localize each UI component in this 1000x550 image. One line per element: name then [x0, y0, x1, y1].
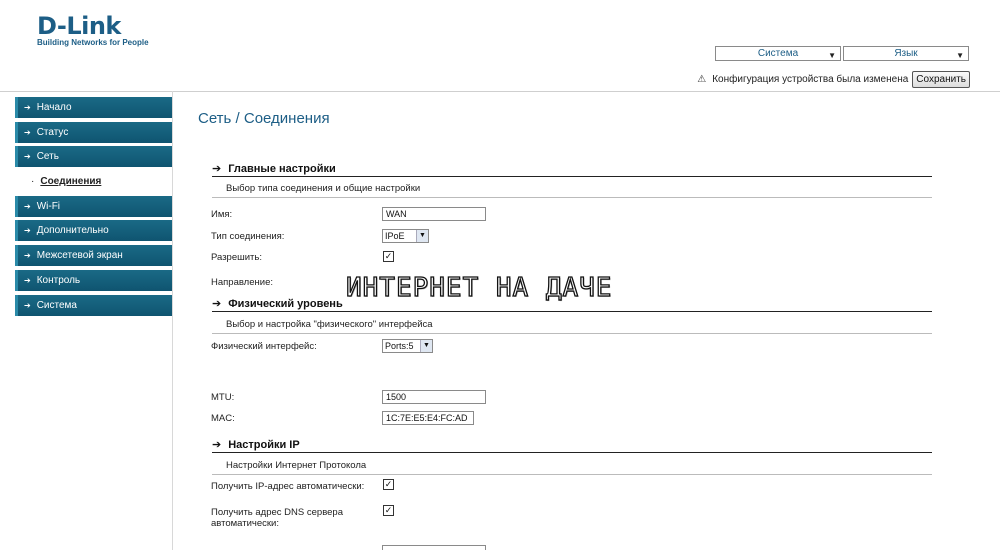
section-description: Выбор типа соединения и общие настройки [226, 183, 421, 194]
section-physical-header [212, 296, 932, 312]
arrow-right-icon: ➔ [24, 201, 31, 211]
connection-type-label: Тип соединения: [211, 231, 285, 242]
connection-type-select[interactable] [382, 229, 429, 243]
sidebar-item-wifi[interactable] [15, 196, 172, 217]
sidebar [15, 97, 172, 319]
section-description: Настройки Интернет Протокола [226, 460, 367, 471]
dlink-logo [37, 14, 149, 48]
arrow-right-icon: ➔ [212, 298, 222, 310]
section-general-header [212, 161, 932, 177]
physical-interface-label: Физический интерфейс: [211, 341, 317, 352]
sidebar-item-system[interactable] [15, 295, 172, 316]
arrow-right-icon: ➔ [24, 226, 31, 236]
direction-label: Направление: [211, 277, 273, 288]
mac-label: MAC: [211, 413, 235, 424]
section-divider [212, 333, 932, 334]
system-menu-label: Система [757, 48, 799, 59]
arrow-right-icon: ➔ [24, 300, 31, 310]
language-label: Язык [894, 48, 918, 59]
arrow-right-icon: ➔ [24, 251, 31, 261]
physical-interface-select[interactable] [382, 339, 433, 353]
section-divider [212, 474, 932, 475]
chevron-down-icon: ▼ [420, 340, 432, 352]
sidebar-item-label: Начало [36, 102, 72, 113]
section-description: Выбор и настройка "физического" интерфейса [226, 319, 433, 330]
auto-ip-checkbox[interactable]: ✓ [384, 479, 393, 489]
save-button[interactable]: Сохранить [912, 71, 970, 88]
language-select[interactable] [843, 46, 969, 61]
sidebar-subitem-connections[interactable] [15, 171, 172, 192]
chevron-down-icon: ▼ [416, 230, 428, 242]
name-label: Имя: [211, 209, 233, 220]
sidebar-item-label: Система [36, 299, 77, 311]
physical-interface-value: Ports:5 [385, 341, 414, 351]
section-title: Главные настройки [228, 162, 336, 175]
sidebar-item-label: Контроль [36, 274, 81, 286]
sidebar-item-label: Wi-Fi [36, 200, 61, 212]
system-menu-select[interactable] [715, 46, 841, 61]
auto-dns-checkbox[interactable]: ✓ [384, 505, 393, 515]
next-field-partial[interactable] [382, 545, 486, 550]
sidebar-item-network[interactable] [15, 146, 172, 167]
page-title: Сеть / Соединения [198, 110, 330, 127]
arrow-right-icon: ➔ [212, 163, 222, 175]
brand-name: D-Link [37, 12, 121, 40]
auto-ip-label: Получить IP-адрес автоматически: [211, 481, 365, 492]
connection-type-value: IPoE [385, 231, 405, 241]
sidebar-item-label: Дополнительно [36, 225, 109, 237]
sidebar-item-label: Межсетевой экран [36, 250, 123, 262]
section-divider [212, 197, 932, 198]
sidebar-item-control[interactable] [15, 270, 172, 291]
sidebar-item-home[interactable] [15, 97, 172, 118]
arrow-right-icon: ➔ [24, 275, 31, 285]
chevron-down-icon: ▼ [956, 51, 964, 60]
watermark-text: ИНТЕРНЕТ НА ДАЧЕ [346, 273, 613, 303]
chevron-down-icon: ▼ [828, 51, 836, 60]
arrow-right-icon: ➔ [212, 439, 222, 451]
auto-dns-label: Получить адрес DNS сервера автоматически: [211, 507, 343, 529]
name-field[interactable]: WAN [382, 207, 486, 221]
arrow-right-icon: ➔ [24, 103, 31, 112]
sidebar-item-firewall[interactable] [15, 245, 172, 266]
mtu-label: MTU: [211, 392, 235, 403]
sidebar-item-status[interactable] [15, 122, 172, 143]
mtu-field[interactable]: 1500 [382, 390, 486, 404]
enable-label: Разрешить: [211, 252, 262, 263]
enable-checkbox[interactable]: ✓ [384, 251, 393, 261]
header-divider [0, 91, 1000, 92]
arrow-right-icon: ➔ [24, 152, 31, 162]
sidebar-item-label: Соединения [40, 176, 102, 188]
sidebar-item-advanced[interactable] [15, 220, 172, 241]
notification-text: Конфигурация устройства была изменена [712, 74, 909, 85]
mac-field[interactable]: 1C:7E:E5:E4:FC:AD [382, 411, 474, 425]
bullet-icon: · [31, 176, 35, 188]
warning-icon: ⚠ [697, 74, 707, 85]
section-title: Физический уровень [228, 297, 343, 310]
sidebar-item-label: Сеть [36, 151, 59, 163]
section-ip-header [212, 437, 932, 453]
section-title: Настройки IP [228, 438, 300, 451]
sidebar-divider [172, 91, 173, 550]
sidebar-item-label: Статус [36, 126, 69, 138]
config-changed-notice [697, 71, 970, 88]
brand-tagline: Building Networks for People [37, 38, 149, 47]
arrow-right-icon: ➔ [24, 127, 31, 137]
